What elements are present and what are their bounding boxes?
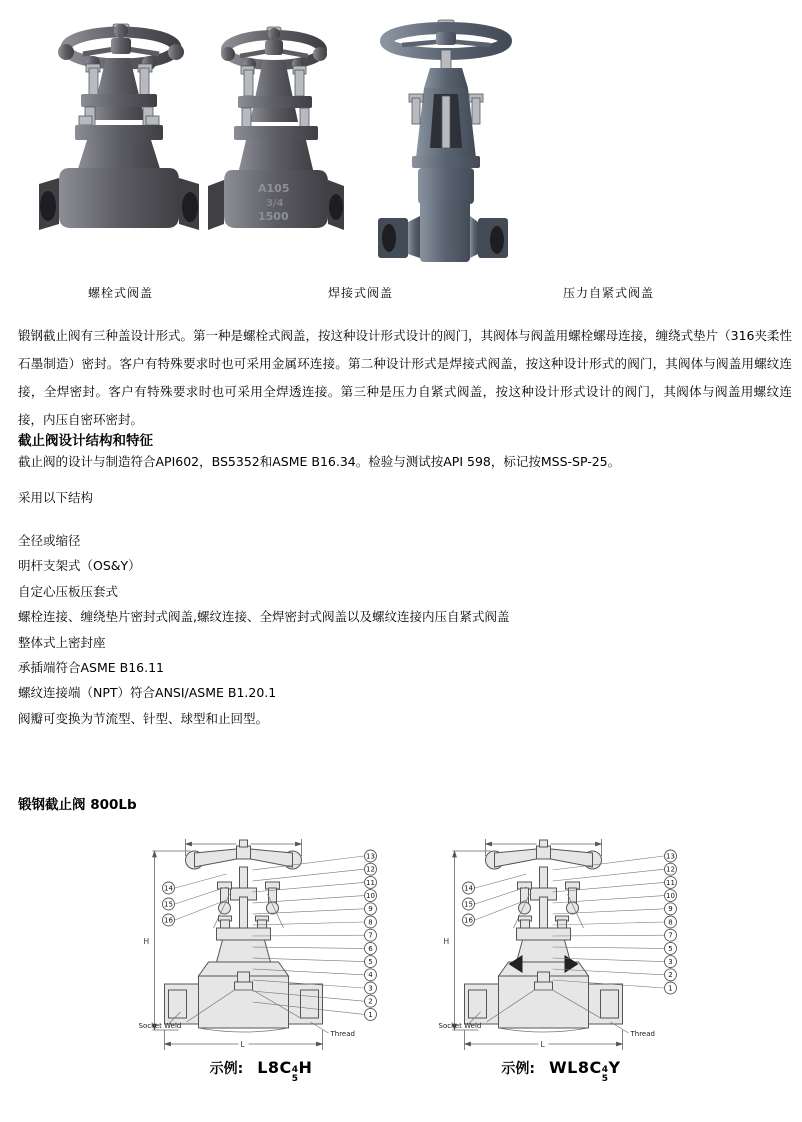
callout-number: 11 [666,878,675,887]
body-marking-size: 3/4 [266,198,284,209]
feature-item: 螺纹连接端（NPT）符合ANSI/ASME B1.20.1 [18,685,277,701]
handwheel [386,20,506,54]
valve-cross-section-drawing [436,836,686,1056]
callout-number: 5 [368,958,373,966]
standards-line: 截止阀的设计与制造符合API602，BS5352和ASME B16.34。检验与测试按API 598，标记按MSS-SP-25。 [18,454,621,469]
feature-item: 全径或缩径 [18,533,81,548]
yoke-and-bonnet [409,50,483,168]
model-code: L8C 4 5 H [257,1058,313,1084]
valve-photo-pressure-seal-bonnet [372,10,514,268]
callout-number: 13 [366,852,375,861]
diagram-socket-weld-globe-valve-1 [136,836,386,1096]
callout-number: 9 [668,905,673,914]
feature-item: 明杆支架式（OS&Y） [18,558,141,574]
feature-item: 自定心压板压套式 [18,583,119,599]
callout-number: 1 [668,984,673,993]
diagram-socket-weld-globe-valve-2 [436,836,686,1096]
series-heading: 锻钢截止阀 800Lb [18,797,137,813]
valve-outline [465,840,623,1032]
callout-number: 7 [668,931,673,940]
feature-item: 螺栓连接、缠绕垫片密封式阀盖,螺纹连接、全焊密封式阀盖以及螺纹连接内压自紧式阀盖 [18,609,510,625]
caption-prefix: 示例: [209,1061,244,1077]
callout-number: 2 [368,997,373,1006]
callout-number: 1 [368,1010,373,1019]
callout-number: 14 [164,884,173,893]
valve-body [208,140,344,230]
caption-welded-bonnet: 焊接式阀盖 [328,286,394,300]
model-code: WL8C 4 5 Y [549,1058,621,1084]
callout-number: 10 [366,892,375,900]
body-marking-grade: A105 [258,182,290,195]
intro-paragraph: 锻钢截止阀有三种盖设计形式。第一种是螺栓式阀盖，按这种设计形式设计的阀门，其阀体与阀盖用螺栓螺母连接，缠绕式垫片（316夹柔性石墨制造）密封。客户有特殊要求时也可采用金属环连接。第二种设计形式是焊接式阀盖，按这种设计形式的阀门，其阀体与阀盖用螺纹连接，全焊密封。客户有特殊要求时也可采用全焊透连接。第三种是压力自紧式阀盖，按这种设计形式设计的阀门，其阀体与阀盖用螺纹连接，内压自密环密封。 [18,328,792,427]
callout-number: 7 [368,931,373,940]
design-heading: 截止阀设计结构和特征 [18,433,153,449]
valve-photo-bolted-bonnet [33,8,205,266]
callout-number: 5 [668,944,673,953]
thread-label: Thread [330,1030,355,1038]
dim-l-label: L [240,1040,245,1049]
dim-l-label: L [540,1040,545,1049]
callout-number: 11 [366,878,375,887]
dim-h-label: H [143,937,150,946]
callouts-left [463,874,527,926]
thread-label: Thread [630,1030,655,1038]
valve-body [378,168,508,262]
valve-cross-section-drawing [136,836,386,1056]
features-list [18,528,509,731]
socket-weld-label: Socket Weld [138,1022,182,1030]
callout-number: 14 [464,884,473,893]
body-marking-class: 1500 [258,210,289,223]
callout-number: 10 [666,892,675,900]
callout-number: 16 [164,916,173,925]
caption-pressure-seal-bonnet: 压力自紧式阀盖 [563,286,655,300]
callout-number: 3 [668,958,673,966]
callout-number: 16 [464,916,473,925]
caption-bolted-bonnet: 螺栓式阀盖 [88,286,154,300]
callout-number: 8 [668,918,673,927]
callout-number: 6 [368,944,373,953]
callout-number: 12 [666,865,675,874]
valve-outline [165,840,323,1032]
feature-item: 阀瓣可变换为节流型、针型、球型和止回型。 [18,710,269,726]
diagram-caption-1 [136,1058,386,1084]
socket-weld-label: Socket Weld [438,1022,482,1030]
valve-photo-welded-bonnet [208,14,344,266]
callout-number: 2 [668,971,673,980]
callout-number: 4 [368,971,373,980]
callout-number: 15 [464,900,473,909]
callout-number: 9 [368,905,373,914]
callout-number: 8 [368,918,373,927]
dim-h-label: H [443,937,450,946]
callout-number: 13 [666,852,675,861]
feature-item: 承插端符合ASME B16.11 [18,660,165,676]
yoke-and-bonnet [75,58,163,140]
callout-number: 15 [164,900,173,909]
diagram-caption-2 [436,1058,686,1084]
callout-number: 3 [368,984,373,993]
yoke-and-bonnet [234,60,318,140]
structure-intro: 采用以下结构 [18,490,94,505]
caption-prefix: 示例: [501,1061,536,1077]
valve-body [39,140,199,230]
callouts-left [163,874,227,926]
callout-number: 12 [366,865,375,874]
feature-item: 整体式上密封座 [18,634,106,650]
